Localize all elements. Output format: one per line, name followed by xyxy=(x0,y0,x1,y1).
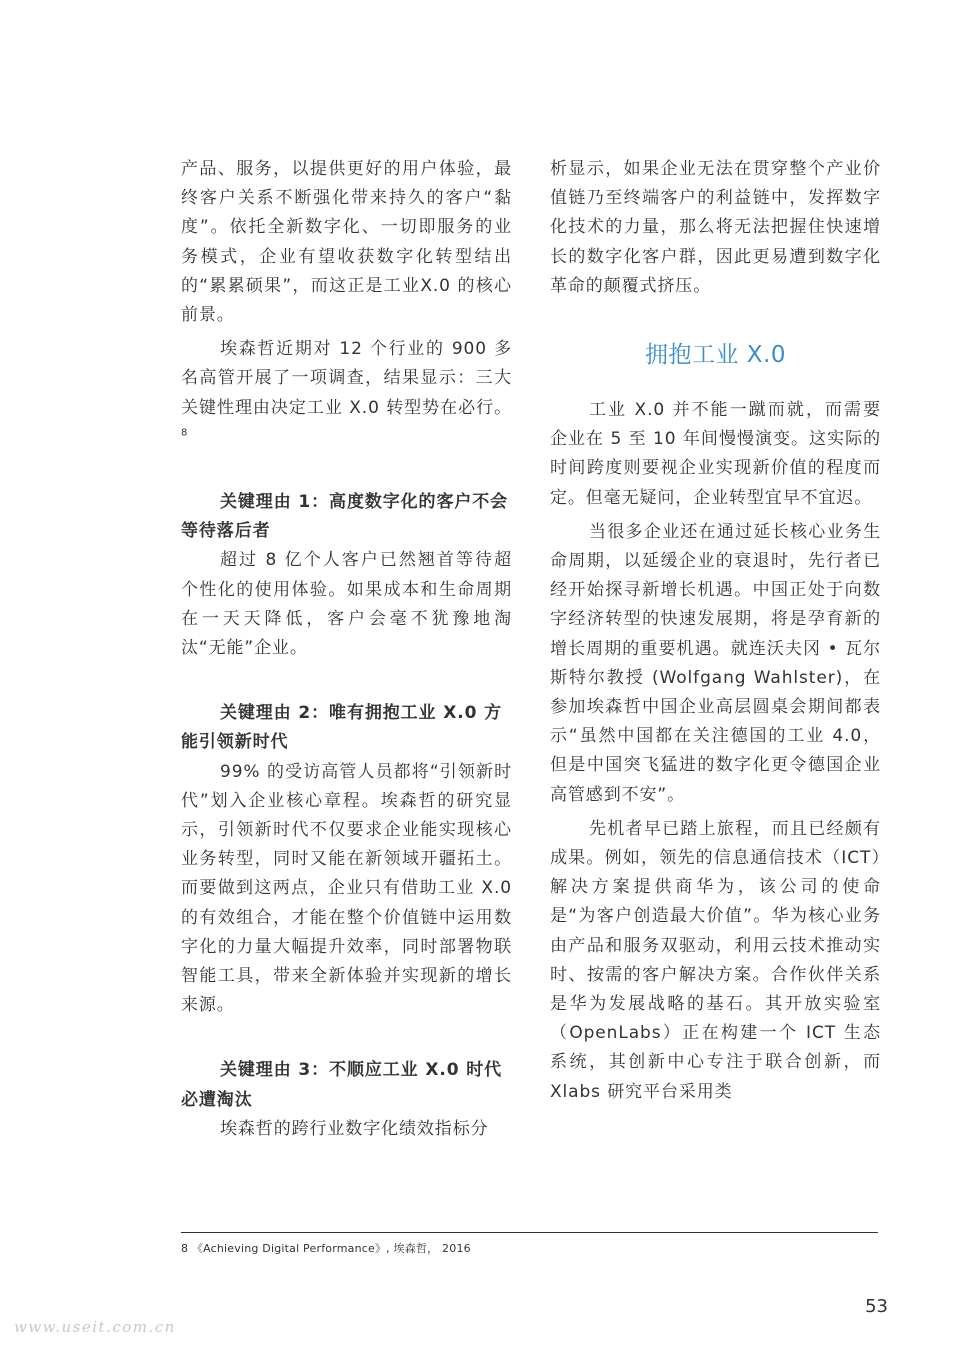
footnote: 8 《Achieving Digital Performance》, 埃森哲， 2016 xyxy=(181,1242,471,1255)
paragraph: 当很多企业还在通过延长核心业务生命周期，以延缓企业的衰退时，先行者已经开始探寻新增长机遇。中国正处于向数字经济转型的快速发展期，将是孕育新的增长周期的重要机遇。就连沃夫冈 • 瓦尔斯特尔教授 (Wolfgang Wahlster)，在参加埃森哲中国企业高层圆桌会期间都表示“虽然中国都在关注德国的工业 4.0，但是中国突飞猛进的数字化更令德国企业高管感到不安”。 xyxy=(550,521,881,805)
footnote-divider xyxy=(181,1232,878,1233)
subheading: 关键理由 3：不顺应工业 X.0 时代必遭淘汰 xyxy=(181,1060,503,1110)
left-column xyxy=(181,155,512,1144)
paragraph: 99% 的受访高管人员都将“引领新时代”划入企业核心章程。埃森哲的研究显示，引领新时代不仅要求企业能实现核心业务转型，同时又能在新领域开疆拓土。而要做到这两点，企业只有借助工业 X.0 的有效组合，才能在整个价值链中运用数字化的力量大幅提升效率，同时部署物联智能工具，带来全新体验并实现新的增长来源。 xyxy=(181,761,512,1016)
subheading: 关键理由 1：高度数字化的客户不会等待落后者 xyxy=(181,492,509,542)
paragraph: 工业 X.0 并不能一蹴而就，而需要企业在 5 至 10 年间慢慢演变。这实际的时间跨度则要视企业实现新价值的程度而定。但毫无疑问，企业转型宜早不宜迟。 xyxy=(550,400,881,508)
paragraph: 析显示，如果企业无法在贯穿整个产业价值链乃至终端客户的利益链中，发挥数字化技术的力量，那么将无法把握住快速增长的数字化客户群，因此更易遭到数字化革命的颠覆式挤压。 xyxy=(550,159,881,296)
paragraph xyxy=(181,335,512,452)
paragraph: 超过 8 亿个人客户已然翘首等待超个性化的使用体验。如果成本和生命周期在一天天降低，客户会毫不犹豫地淘汰“无能”企业。 xyxy=(181,550,512,659)
subheading: 关键理由 2：唯有拥抱工业 X.0 方能引领新时代 xyxy=(181,703,503,753)
section-title: 拥抱工业 X.0 xyxy=(644,342,786,369)
paragraph: 产品、服务，以提供更好的用户体验，最终客户关系不断强化带来持久的客户“黏度”。依托全新数字化、一切即服务的业务模式，企业有望收获数字化转型结出的“累累硕果”，而这正是工业X.0 的核心前景。 xyxy=(181,159,512,326)
right-column xyxy=(550,155,881,1107)
paragraph: 先机者早已踏上旅程，而且已经颇有成果。例如，领先的信息通信技术（ICT）解决方案提供商华为，该公司的使命是“为客户创造最大价值”。华为核心业务由产品和服务双驱动，利用云技术推动实时、按需的客户解决方案。合作伙伴关系是华为发展战略的基石。其开放实验室（OpenLabs）正在构建一个 ICT 生态系统，其创新中心专注于联合创新，而 Xlabs 研究平台采用类 xyxy=(550,818,881,1102)
page-number: 53 xyxy=(865,1296,888,1317)
footnote-ref[interactable]: 8 xyxy=(181,427,189,439)
paragraph-text: 埃森哲近期对 12 个行业的 900 多名高管开展了一项调查，结果显示：三大关键性理由决定工业 X.0 转型势在必行。 xyxy=(181,339,512,418)
paragraph: 埃森哲的跨行业数字化绩效指标分 xyxy=(220,1118,489,1139)
watermark: www.useit.com.cn xyxy=(14,1318,176,1336)
